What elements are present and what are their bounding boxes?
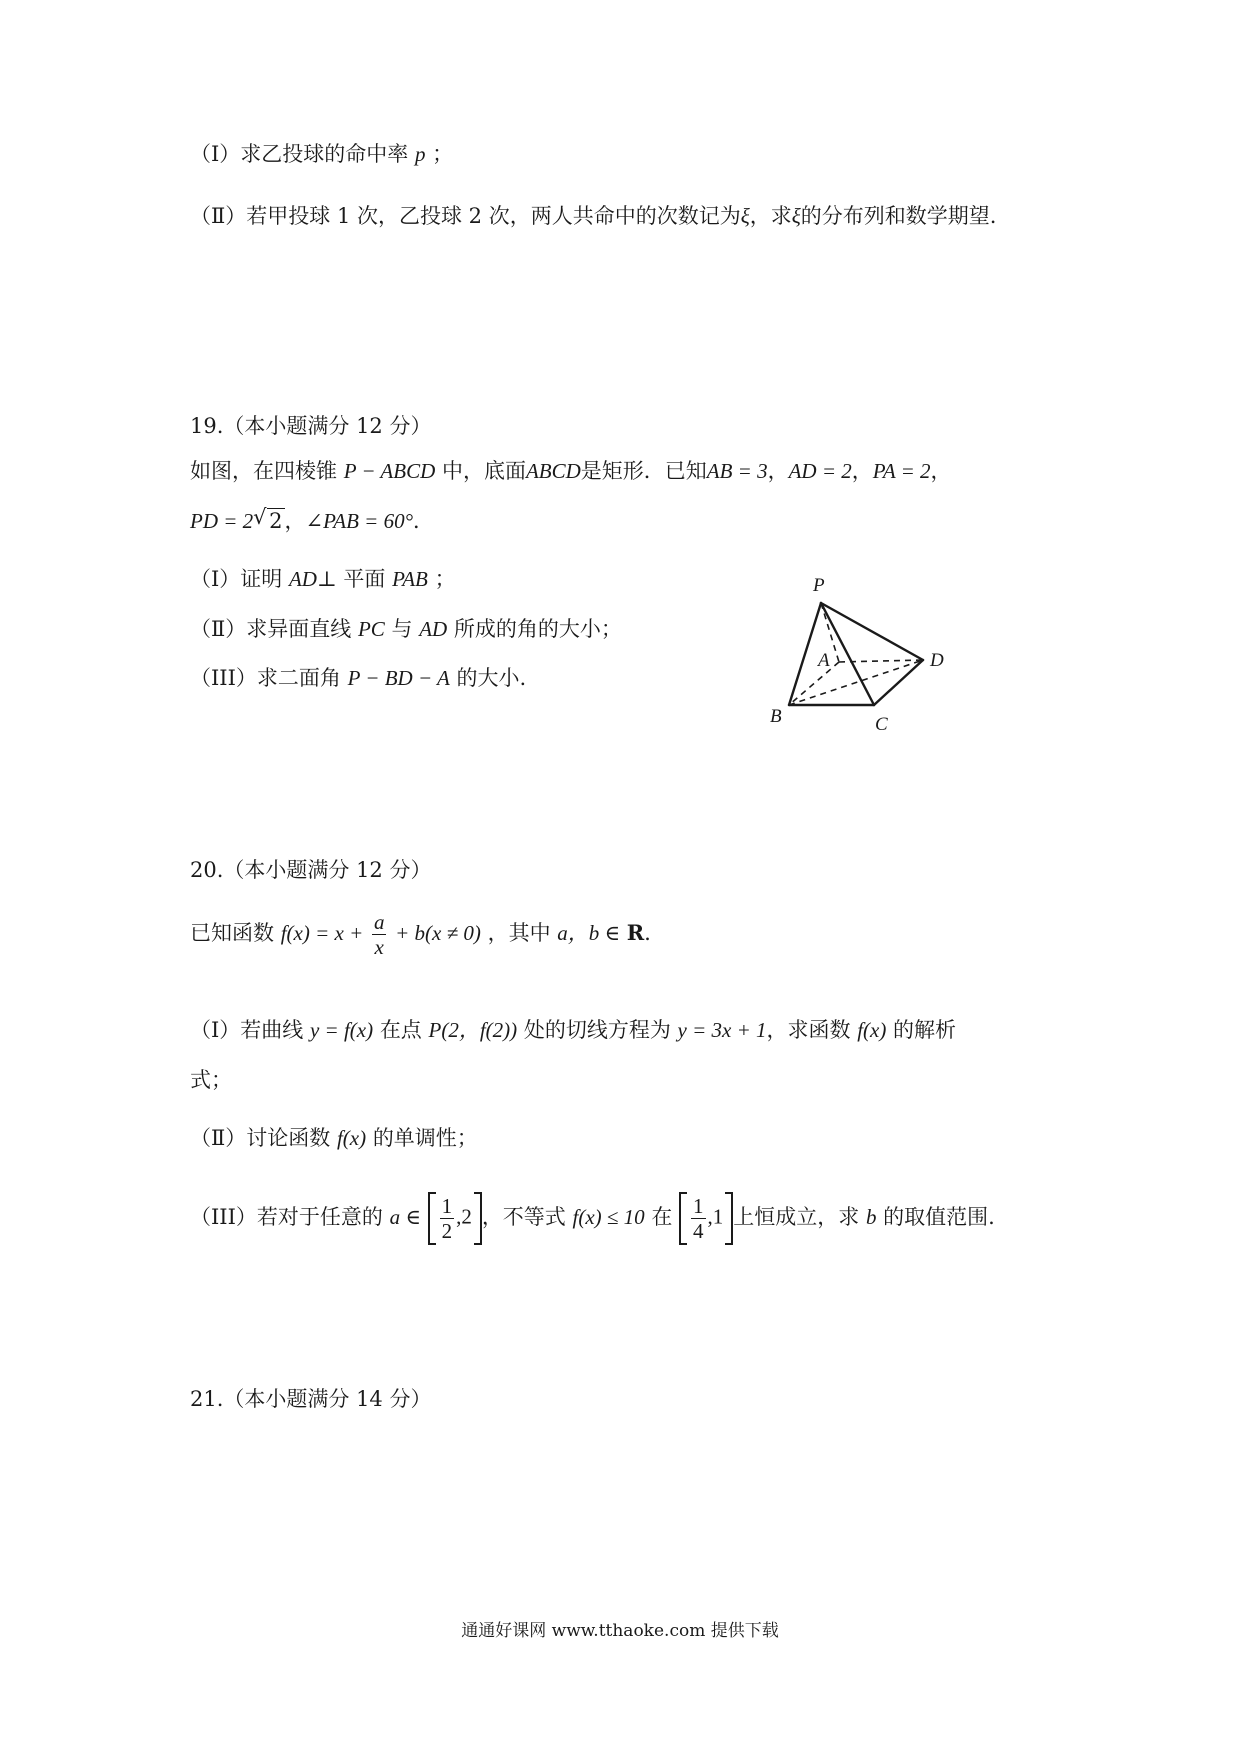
frac-numerator: 1 [693,1194,704,1218]
interval-right: ,1 [707,1204,724,1229]
text: 如图，在四棱锥 [190,459,337,483]
q20-part3 [190,1194,995,1243]
q19-given-line2 [190,505,434,535]
part-label: （Ⅱ） [190,617,247,641]
math-a-in: a ∈ [389,1205,421,1229]
punct: ， [930,459,952,483]
q19-intro [190,455,952,485]
text: 上恒成立，求 [733,1205,860,1229]
interval-half-to-two [428,1194,482,1243]
part-label: （Ⅰ） [190,142,241,166]
math-expr: AD⊥ [288,567,337,591]
math-plane: PAB [392,567,428,591]
text: ，不等式 [481,1205,566,1229]
label-P: P [813,575,825,596]
q20-part1 [190,1014,956,1044]
question-header: 20.（本小题满分 12 分） [190,858,432,882]
math-given: PA = 2 [872,459,931,483]
text: 平面 [343,567,386,591]
q20-header [190,854,431,884]
punct: ． [644,921,666,945]
interval-quarter-to-one [679,1194,733,1243]
math-expr: P − BD − A [347,666,450,690]
part-label: （III） [190,666,257,690]
text: 讨论函数 [246,1126,331,1150]
math-pd: PD = 2 [190,509,254,533]
q20-part2 [190,1122,478,1152]
math-base: ABCD [525,459,581,483]
text: 求二面角 [256,666,341,690]
math-real-set: R [626,920,645,945]
text: 式； [190,1068,232,1092]
math-fx: f(x) = x + [280,921,364,945]
page-footer: 通通好课网 www.tthaoke.com 提供下载 [461,1621,779,1641]
frac-numerator: 1 [441,1194,453,1218]
math-tangent: y = 3x + 1 [677,1018,767,1042]
edge-PB [789,603,821,705]
punct: ． [413,509,434,533]
math-given: AB = 3 [706,459,768,483]
q20-part1-cont [190,1064,232,1094]
math-fx: f(x) [857,1018,887,1042]
math-fx: f(x) [336,1126,367,1150]
punct: ， [851,459,873,483]
q21-header [190,1383,431,1413]
punct: ； [432,142,454,166]
text: 是矩形．已知 [580,459,707,483]
part-text: ，求 [749,204,792,228]
frac-denominator: 2 [441,1219,453,1243]
pyramid-figure [755,565,985,740]
text: 在 [651,1205,673,1229]
label-C: C [875,714,888,735]
q19-part2 [190,613,622,643]
math-inequality: f(x) ≤ 10 [572,1205,645,1229]
punct: ， [767,459,789,483]
text: 与 [391,617,413,641]
math-curve: y = f(x) [309,1018,374,1042]
interval-right: ,2 [456,1204,472,1229]
label-B: B [770,706,782,727]
frac-numerator: a [373,910,385,934]
math-given: AD = 2 [788,459,852,483]
q19-part1 [190,563,456,593]
math-line: AD [419,617,448,641]
math-angle: ∠PAB = 60° [305,509,413,533]
sqrt-symbol: √ 2 [253,505,283,533]
edge-BD [789,660,923,705]
math-vars: a，b ∈ [557,921,621,945]
punct: ， [284,509,306,533]
punct: ； [434,567,456,591]
math-fx-tail: + b(x ≠ 0) [395,921,481,945]
text: 中，底面 [441,459,526,483]
q19-part3 [190,662,526,692]
q19-header [190,410,431,440]
q18-part1 [190,138,453,168]
part-text: 若甲投球 1 次，乙投球 2 次，两人共命中的次数记为 [246,204,741,228]
math-var-p: p [414,142,426,166]
part-label: （Ⅱ） [190,204,247,228]
text: ，其中 [487,921,551,945]
math-pyramid: P − ABCD [343,459,436,483]
q20-intro [190,910,665,959]
text: 的取值范围. [883,1205,995,1229]
frac-denominator: x [372,934,387,959]
text: 处的切线方程为 [523,1018,671,1042]
text: 若曲线 [240,1018,304,1042]
math-xi: ξ [740,204,750,228]
text: 在点 [379,1018,422,1042]
text: 的单调性； [372,1126,478,1150]
text: ，求函数 [766,1018,851,1042]
edge-CD [874,660,923,705]
text: 证明 [240,567,283,591]
math-line: PC [357,617,385,641]
part-text: 的分布列和数学期望. [800,204,997,228]
part-text: 求乙投球的命中率 [240,142,409,166]
text: 所成的角的大小； [453,617,622,641]
label-A: A [818,650,830,671]
q18-part2 [190,200,996,230]
label-D: D [930,650,944,671]
text: 若对于任意的 [256,1205,383,1229]
math-b: b [865,1205,877,1229]
math-point: P(2，f(2)) [428,1018,518,1042]
part-label: （III） [190,1205,257,1229]
sqrt-radicand: 2 [269,509,283,533]
text: 求异面直线 [246,617,352,641]
part-label: （Ⅱ） [190,1126,247,1150]
question-header: 19.（本小题满分 12 分） [190,414,432,438]
question-header: 21.（本小题满分 14 分） [190,1387,432,1411]
part-label: （Ⅰ） [190,567,241,591]
text: 已知函数 [190,921,274,945]
part-label: （Ⅰ） [190,1018,241,1042]
text: 的大小. [456,666,527,690]
fraction-a-over-x [372,910,387,959]
math-xi: ξ [791,204,801,228]
frac-denominator: 4 [693,1219,704,1243]
text: 的解析 [893,1018,957,1042]
